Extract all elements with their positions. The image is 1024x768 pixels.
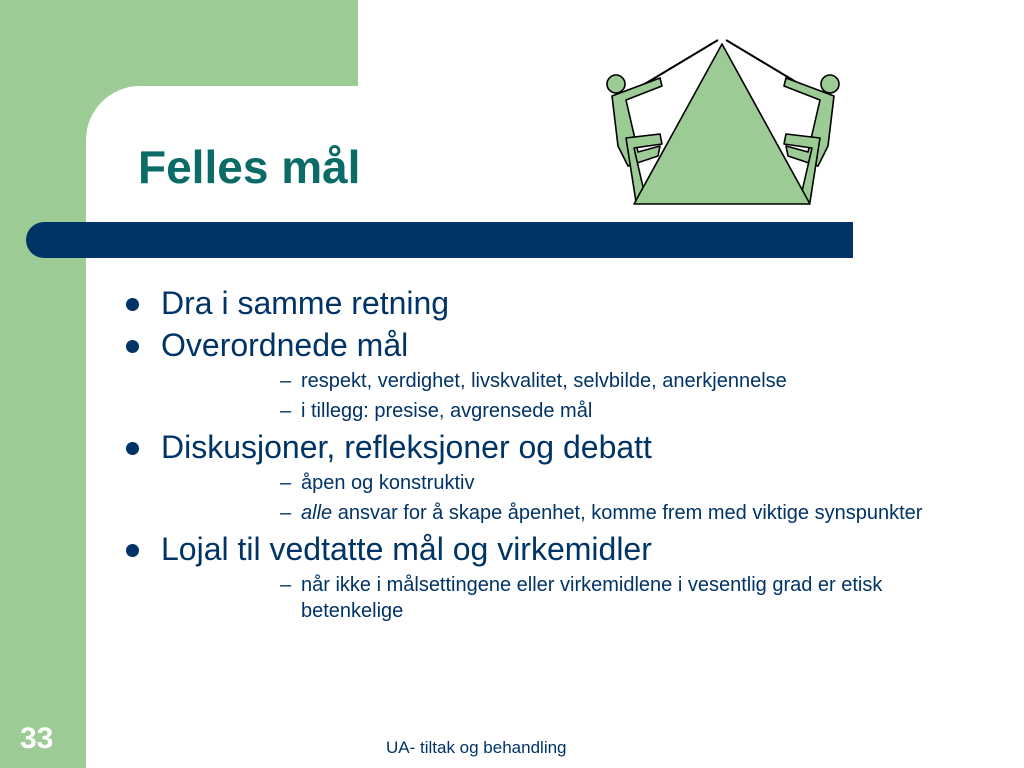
sub-bullet-item: [280, 368, 981, 394]
bullet-item: [120, 428, 1000, 466]
bullet-dot-icon: [126, 442, 139, 455]
dash-icon: –: [280, 574, 292, 596]
dash-icon: –: [280, 472, 292, 494]
sub-bullet-item: [280, 470, 981, 496]
bullet-dot-icon: [126, 298, 139, 311]
dash-icon: –: [280, 370, 292, 392]
dash-icon: –: [280, 502, 292, 524]
sub-bullet-text: når ikke i målsettingene eller virkemidlene i vesentlig grad er etisk betenkelige: [301, 574, 883, 622]
footer-text: UA- tiltak og behandling: [386, 738, 567, 757]
slide-title: Felles mål: [138, 141, 361, 193]
emphasized-word: alle: [301, 502, 333, 524]
sub-bullet-item: [280, 572, 981, 624]
bullet-text: Lojal til vedtatte mål og virkemidler: [161, 531, 652, 567]
bullet-text: Dra i samme retning: [161, 285, 450, 321]
sub-bullet-text: i tillegg: presise, avgrensede mål: [301, 400, 593, 422]
bullet-dot-icon: [126, 544, 139, 557]
bullet-text: Diskusjoner, refleksjoner og debatt: [161, 429, 652, 465]
bullet-item: [120, 530, 1000, 568]
two-figures-pulling-triangle-icon: [598, 34, 848, 210]
slide-number: 33: [20, 722, 54, 755]
sub-bullet-item: [280, 500, 981, 526]
bullet-item: [120, 326, 1000, 364]
title-underline-bar: [26, 222, 853, 258]
sub-bullet-text: respekt, verdighet, livskvalitet, selvbilde, anerkjennelse: [301, 370, 787, 392]
bullet-text: Overordnede mål: [161, 327, 409, 363]
sub-bullet-item: [280, 398, 981, 424]
bullet-list: [120, 284, 1000, 628]
sub-bullet-text: ansvar for å skape åpenhet, komme frem med viktige synspunkter: [332, 502, 923, 524]
sub-bullet-text: åpen og konstruktiv: [301, 472, 475, 494]
bullet-dot-icon: [126, 340, 139, 353]
dash-icon: –: [280, 400, 292, 422]
bullet-item: [120, 284, 1000, 322]
